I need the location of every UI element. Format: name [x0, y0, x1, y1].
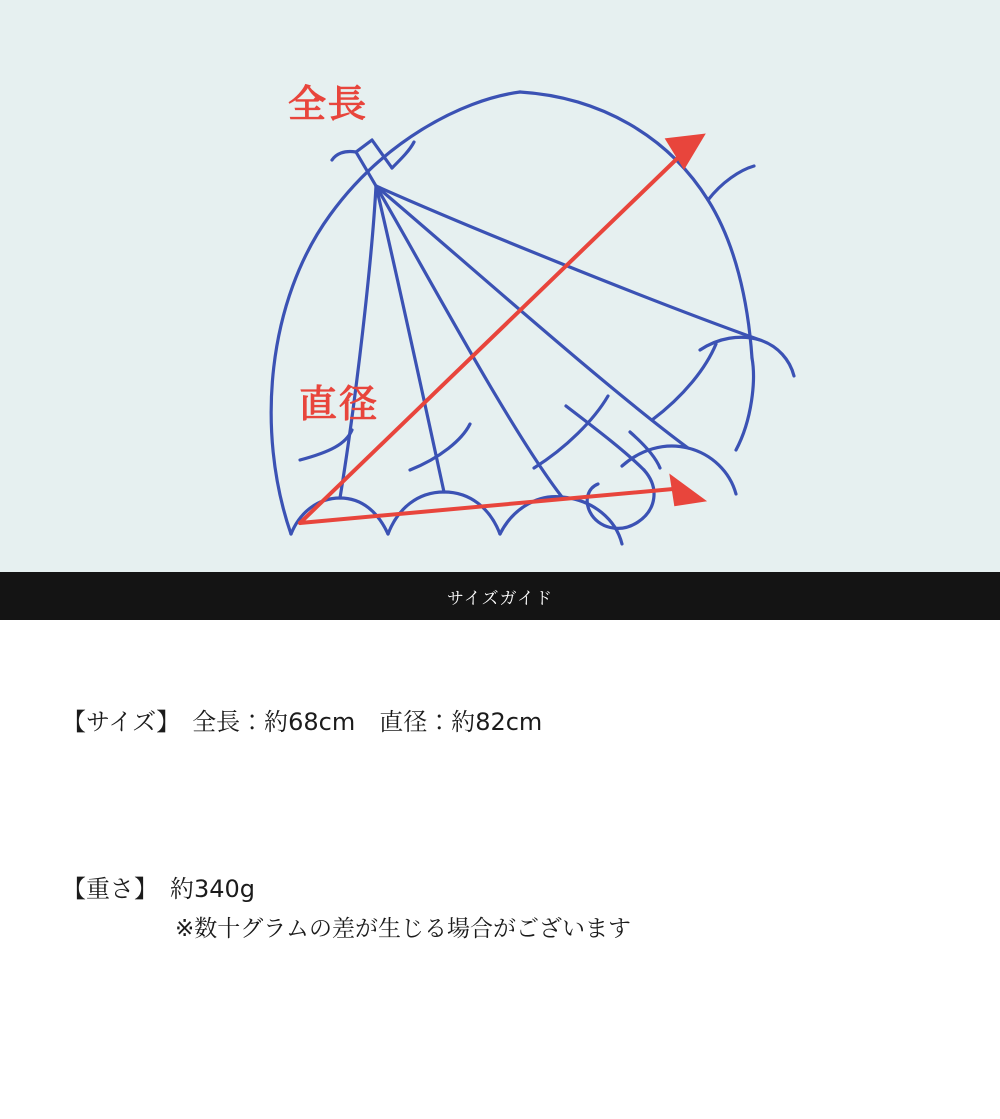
- rib-seam-2: [376, 186, 444, 492]
- rib-seam-3: [376, 186, 562, 497]
- umbrella-shaft: [566, 406, 644, 470]
- specification-block: [0, 620, 1000, 1119]
- rib-seam-4: [376, 186, 688, 448]
- total-length-arrow-line: [300, 150, 686, 523]
- fold-line-4: [652, 344, 716, 420]
- spec-weight-note: ※数十グラムの差が生じる場合がございます: [175, 916, 632, 942]
- fold-line-1: [300, 430, 352, 460]
- diameter-arrow-head: [672, 478, 702, 504]
- canopy-left-edge: [271, 92, 520, 534]
- caption-text: サイズガイド: [446, 588, 554, 609]
- spec-weight-line: 【重さ】 約340g: [62, 875, 256, 903]
- diameter-label: 直径: [299, 382, 380, 426]
- rib-seam-1: [340, 186, 376, 498]
- umbrella-handle-hook: [587, 470, 654, 528]
- size-guide-caption-bar: [0, 572, 1000, 620]
- total-length-label: 全長: [288, 82, 369, 126]
- ferrule-tie: [332, 151, 356, 160]
- fold-line-2: [410, 424, 470, 470]
- spec-size-line: 【サイズ】 全長：約68cm 直径：約82cm: [62, 708, 543, 736]
- hem-scallop-5: [700, 337, 794, 376]
- measurement-arrows: [300, 136, 702, 523]
- canopy-right-rim: [736, 358, 753, 450]
- canopy-right-edge: [520, 92, 752, 358]
- canopy-right-spike: [708, 166, 754, 200]
